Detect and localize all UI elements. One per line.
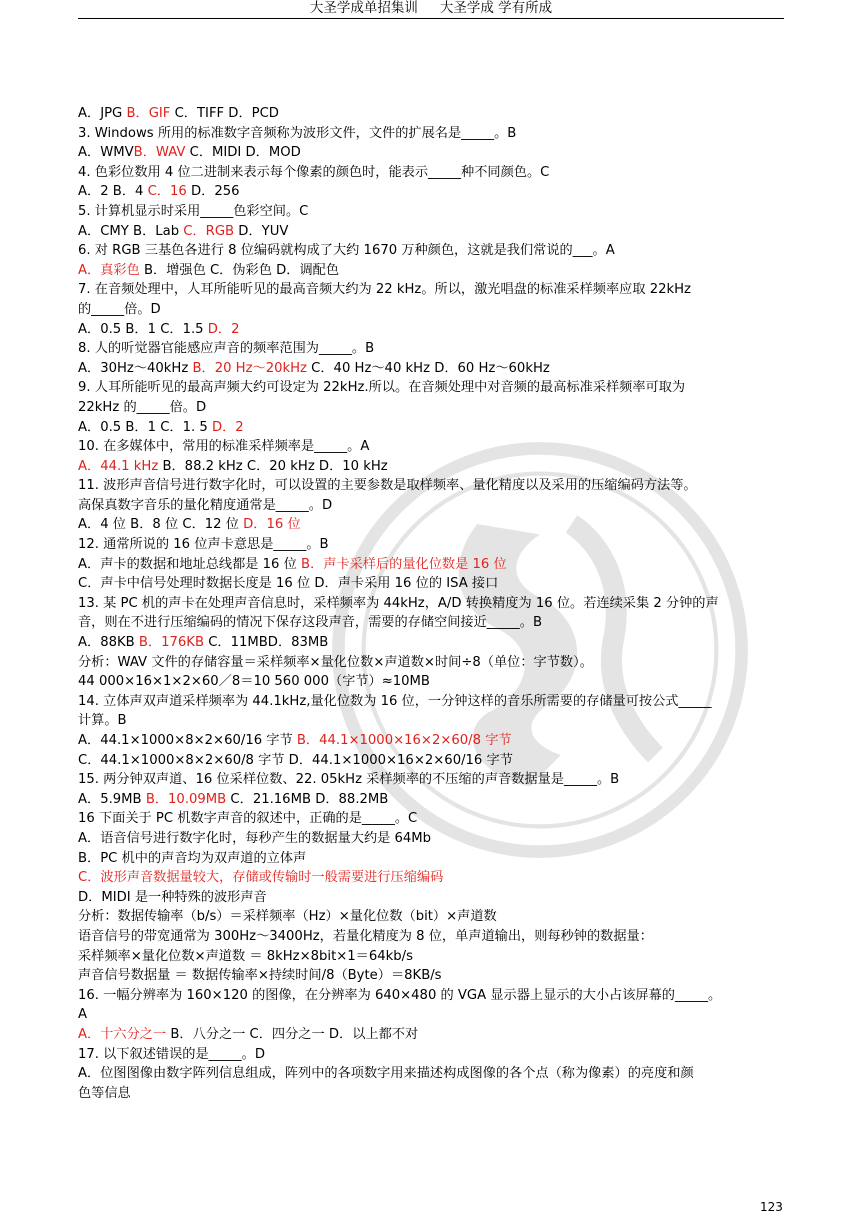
text-segment: 分析：数据传输率（b/s）＝采样频率（Hz）×量化位数（bit）×声道数 — [78, 909, 497, 925]
text-segment: 4. 色彩位数用 4 位二进制来表示每个像素的颜色时，能表示_____种不同颜色。C — [78, 164, 550, 180]
answer-highlight: B．GIF — [126, 106, 171, 121]
text-segment: A．位图图像由数字阵列信息组成，阵列中的各项数字用来描述构成图像的各个点（称为像素）的亮度和颜 — [78, 1066, 694, 1082]
text-line — [78, 986, 786, 1006]
answer-highlight: D．2 — [211, 419, 244, 435]
text-segment: A．30Hz～40kHz — [78, 360, 193, 376]
text-segment: 44 000×16×1×2×60／8＝10 560 000（字节）≈10MB — [78, 674, 430, 690]
text-line — [78, 849, 786, 869]
text-segment: 16 下面关于 PC 机数字声音的叙述中，正确的是_____。C — [78, 811, 418, 827]
text-line — [78, 437, 786, 457]
text-line — [78, 300, 786, 320]
text-line — [78, 731, 786, 751]
text-segment: 13. 某 PC 机的声卡在处理声音信息时，采样频率为 44kHz，A/D 转换精度为 16 位。若连续采集 2 分钟的声 — [78, 595, 719, 611]
text-segment: C．44.1×1000×8×2×60/8 字节 D．44.1×1000×16×2×60/16 字节 — [78, 752, 513, 768]
text-line — [78, 1064, 786, 1084]
text-segment: 17. 以下叙述错误的是_____。D — [78, 1046, 265, 1062]
text-line — [78, 163, 786, 183]
text-line — [78, 907, 786, 927]
text-line — [78, 555, 786, 575]
text-segment: C．声卡中信号处理时数据长度是 16 位 D．声卡采用 16 位的 ISA 接口 — [78, 576, 499, 592]
answer-highlight: A．真彩色 — [78, 262, 140, 278]
page-number: 123 — [760, 1200, 783, 1214]
text-line — [78, 339, 786, 359]
text-segment: C．40 Hz～40 kHz D．60 Hz～60kHz — [306, 360, 550, 376]
text-segment: A．4 位 B．8 位 C．12 位 — [78, 517, 244, 533]
text-segment: A．5.9MB — [78, 791, 146, 807]
text-segment: A．0.5 B．1 C．1.5 — [78, 321, 208, 337]
text-segment: 的_____倍。D — [78, 301, 161, 317]
text-line — [78, 947, 786, 967]
text-line — [78, 182, 786, 202]
text-line — [78, 378, 786, 398]
text-segment: 声音信号数据量 ＝ 数据传输率×持续时间/8（Byte）＝8KB/s — [78, 968, 442, 984]
answer-highlight: C．RGB — [183, 223, 235, 239]
text-segment: 高保真数字音乐的量化精度通常是_____。D — [78, 497, 333, 513]
text-segment: 3. Windows 所用的标准数字音频称为波形文件，文件的扩展名是_____。B — [78, 125, 517, 141]
answer-highlight: A．44.1 kHz — [78, 458, 159, 474]
page-header — [78, 0, 784, 19]
text-line — [78, 888, 786, 908]
header-left-text: 大圣学成单招集训 — [309, 0, 418, 16]
text-line — [78, 672, 786, 692]
text-segment: A．88KB — [78, 635, 139, 651]
text-segment: 采样频率×量化位数×声道数 ＝ 8kHz×8bit×1＝64kb/s — [78, 948, 413, 964]
text-segment: 5. 计算机显示时采用_____色彩空间。C — [78, 203, 309, 219]
text-line — [78, 261, 786, 281]
text-segment: B．增强色 C．伪彩色 D．调配色 — [139, 262, 340, 278]
text-segment: A．语音信号进行数字化时，每秒产生的数据量大约是 64Mb — [78, 830, 432, 846]
text-line — [78, 280, 786, 300]
text-line — [78, 770, 786, 790]
text-segment: 15. 两分钟双声道、16 位采样位数、22. 05kHz 采样频率的不压缩的声音数据量是_____。B — [78, 772, 620, 788]
text-line — [78, 202, 786, 222]
text-segment: 8. 人的听觉器官能感应声音的频率范围为_____。B — [78, 341, 375, 357]
text-segment: A．WMV — [78, 145, 134, 161]
text-line — [78, 418, 786, 438]
answer-highlight: D．2 — [207, 321, 240, 337]
text-segment: C．TIFF D．PCD — [170, 106, 279, 121]
text-line — [78, 633, 786, 653]
text-segment: A．44.1×1000×8×2×60/16 字节 — [78, 733, 297, 748]
text-line — [78, 927, 786, 947]
answer-highlight: C．16 — [147, 184, 187, 200]
text-line — [78, 535, 786, 555]
text-segment: 10. 在多媒体中，常用的标准采样频率是_____。A — [78, 439, 370, 455]
text-line — [78, 496, 786, 516]
text-segment: 9. 人耳所能听见的最高声频大约可设定为 22kHz.所以。在音频处理中对音频的最高标准采样频率可取为 — [78, 380, 686, 396]
text-line — [78, 476, 786, 496]
text-segment: 语音信号的带宽通常为 300Hz～3400Hz，若量化精度为 8 位，单声道输出，则每秒钟的数据量： — [78, 928, 653, 944]
text-segment: C．11MBD．83MB — [204, 635, 329, 651]
text-line — [78, 398, 786, 418]
text-line — [78, 692, 786, 712]
text-segment: A．JPG — [78, 106, 127, 121]
text-segment: B．八分之一 C．四分之一 D．以上都不对 — [166, 1026, 419, 1042]
text-line — [78, 1045, 786, 1065]
text-line — [78, 751, 786, 771]
text-segment: C．MIDI D．MOD — [185, 145, 301, 161]
text-line — [78, 1025, 786, 1045]
answer-highlight: B．44.1×1000×16×2×60/8 字节 — [296, 733, 512, 748]
text-segment: D．YUV — [234, 223, 289, 239]
text-line — [78, 829, 786, 849]
answer-highlight: B．10.09MB — [145, 791, 227, 807]
text-segment: 12. 通常所说的 16 位声卡意思是_____。B — [78, 537, 329, 553]
text-segment: 11. 波形声音信号进行数字化时，可以设置的主要参数是取样频率、量化精度以及采用的压缩编码方法等。 — [78, 478, 697, 494]
answer-highlight: D．16 位 — [243, 517, 301, 533]
text-segment: A．声卡的数据和地址总线都是 16 位 — [78, 556, 302, 572]
text-line — [78, 711, 786, 731]
answer-highlight: C．波形声音数据量较大，存储或传输时一般需要进行压缩编码 — [78, 870, 444, 886]
text-line — [78, 104, 786, 124]
text-segment: A．0.5 B．1 C．1. 5 — [78, 419, 212, 435]
text-segment: 色等信息 — [78, 1085, 131, 1101]
text-segment: 7. 在音频处理中，人耳所能听见的最高音频大约为 22 kHz。所以，激光唱盘的标准采样频率应取 22kHz — [78, 282, 691, 298]
text-segment: D．256 — [186, 184, 240, 200]
text-segment: D．MIDI 是一种特殊的波形声音 — [78, 889, 267, 905]
text-line — [78, 966, 786, 986]
text-line — [78, 868, 786, 888]
answer-highlight: B．WAV — [133, 145, 186, 161]
text-segment: 计算。B — [78, 713, 127, 729]
text-segment: 22kHz 的_____倍。D — [78, 399, 207, 415]
question-content — [78, 104, 786, 1103]
text-line — [78, 457, 786, 477]
answer-highlight: B．176KB — [138, 635, 204, 651]
text-line — [78, 359, 786, 379]
text-line — [78, 594, 786, 614]
text-line — [78, 241, 786, 261]
text-line — [78, 790, 786, 810]
header-right-text: 大圣学成 学有所成 — [439, 0, 553, 16]
text-segment: 14. 立体声双声道采样频率为 44.1kHz,量化位数为 16 位，一分钟这样的音乐所需要的存储量可按公式_____ — [78, 693, 712, 709]
answer-highlight: B．声卡采样后的量化位数是 16 位 — [301, 556, 507, 572]
text-line — [78, 143, 786, 163]
text-line — [78, 1084, 786, 1104]
text-line — [78, 809, 786, 829]
text-segment: 16. 一幅分辨率为 160×120 的图像，在分辨率为 640×480 的 VGA 显示器上显示的大小占该屏幕的_____。 — [78, 987, 722, 1003]
text-line — [78, 1005, 786, 1025]
text-line — [78, 574, 786, 594]
text-segment: C．21.16MB D．88.2MB — [226, 791, 389, 807]
text-line — [78, 222, 786, 242]
answer-highlight: B．20 Hz～20kHz — [192, 360, 307, 376]
text-line — [78, 124, 786, 144]
text-segment: A．2 B．4 — [78, 184, 148, 200]
text-line — [78, 653, 786, 673]
text-segment: 分析：WAV 文件的存储容量＝采样频率×量化位数×声道数×时间÷8（单位：字节数）。 — [78, 654, 593, 670]
text-segment: 音，则在不进行压缩编码的情况下保存这段声音，需要的存储空间接近_____。B — [78, 615, 543, 631]
text-segment: A — [78, 1007, 88, 1023]
text-segment: A．CMY B．Lab — [78, 223, 184, 239]
text-segment: B．PC 机中的声音均为双声道的立体声 — [78, 850, 307, 866]
text-line — [78, 515, 786, 535]
text-line — [78, 320, 786, 340]
text-segment: B．88.2 kHz C．20 kHz D．10 kHz — [158, 458, 388, 474]
text-line — [78, 613, 786, 633]
text-segment: 6. 对 RGB 三基色各进行 8 位编码就构成了大约 1670 万种颜色，这就是我们常说的___。A — [78, 243, 615, 259]
answer-highlight: A．十六分之一 — [78, 1026, 167, 1042]
